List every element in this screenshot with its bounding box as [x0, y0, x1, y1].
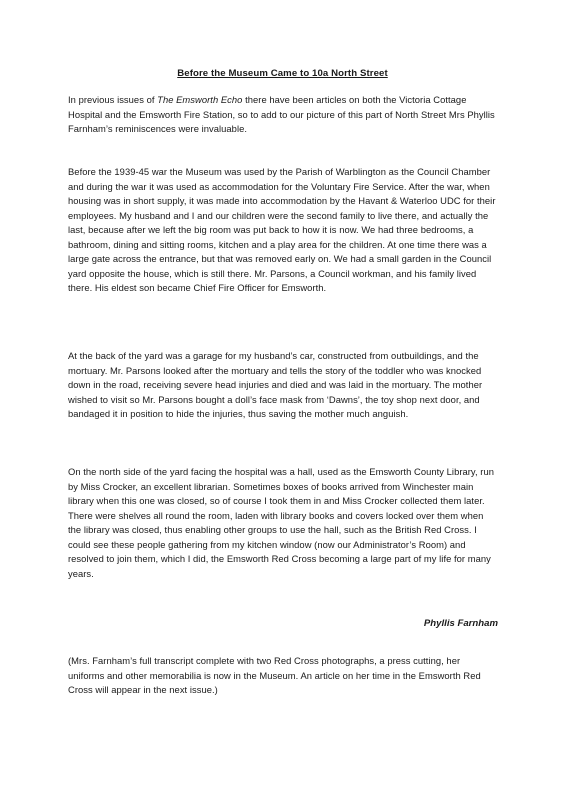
closing-note: (Mrs. Farnham’s full transcript complete with two Red Cross photographs, a press cutting, her uniforms and other memorabilia is now in the Museum. An article on her time in the Emsworth Red Cross will appear in the next issue.) — [68, 655, 481, 695]
intro-text-after: there have been articles on both the Victoria Cottage Hospital and the Emsworth Fire Station, so to add to our picture of this part of North Street Mrs Phyllis Farnham’s reminiscences were invaluable. — [68, 94, 495, 134]
publication-name: The Emsworth Echo — [157, 94, 243, 105]
intro-paragraph — [68, 93, 498, 137]
body-paragraph-mortuary: At the back of the yard was a garage for my husband’s car, constructed from outbuildings, and the mortuary. Mr. Parsons looked after the mortuary and tells the story of the toddler who was knocked down in the road, receiving severe head injuries and died and was laid in the mortuary. The mother wished to visit so Mr. Parsons bought a doll’s face mask from ‘Dawns’, the toy shop next door, and bandaged it in position to hide the injuries, thus saving the mother much anguish. — [68, 350, 483, 419]
intro-text-before: In previous issues of — [68, 94, 158, 105]
body-paragraph-library: On the north side of the yard facing the hospital was a hall, used as the Emsworth County Library, run by Miss Crocker, an excellent librarian. Sometimes boxes of books arrived from Winchester main library when this one was closed, so of course I took them in and Miss Crocker collected them later. There were shelves all round the room, laden with library books and covers locked over them when the library was closed, thus enabling other groups to use the hall, such as the British Red Cross. I could see these people gathering from my kitchen window (now our Administrator’s Room) and resolved to join them, which I did, the Emsworth Red Cross becoming a large part of my life for many years. — [68, 466, 494, 579]
author-signature: Phyllis Farnham — [423, 618, 498, 629]
page-title: Before the Museum Came to 10a North Street — [177, 68, 388, 79]
body-paragraph-war-years: Before the 1939-45 war the Museum was used by the Parish of Warblington as the Council Chamber and during the war it was used as accommodation for the Voluntary Fire Service. After the war, when housing was in short supply, it was made into accommodation by the Havant & Waterloo UDC for their employees. My husband and I and our children were the second family to live there, and actually the last, because after we left the big room was put back to how it is now. We had three bedrooms, a bathroom, dining and sitting rooms, kitchen and a play area for the children. At one time there was a large gate across the entrance, but that was removed early on. We had a small garden in the Council yard opposite the house, which is still there. Mr. Parsons, a Council workman, and his family lived there. His eldest son became Chief Fire Officer for Emsworth. — [68, 166, 496, 293]
